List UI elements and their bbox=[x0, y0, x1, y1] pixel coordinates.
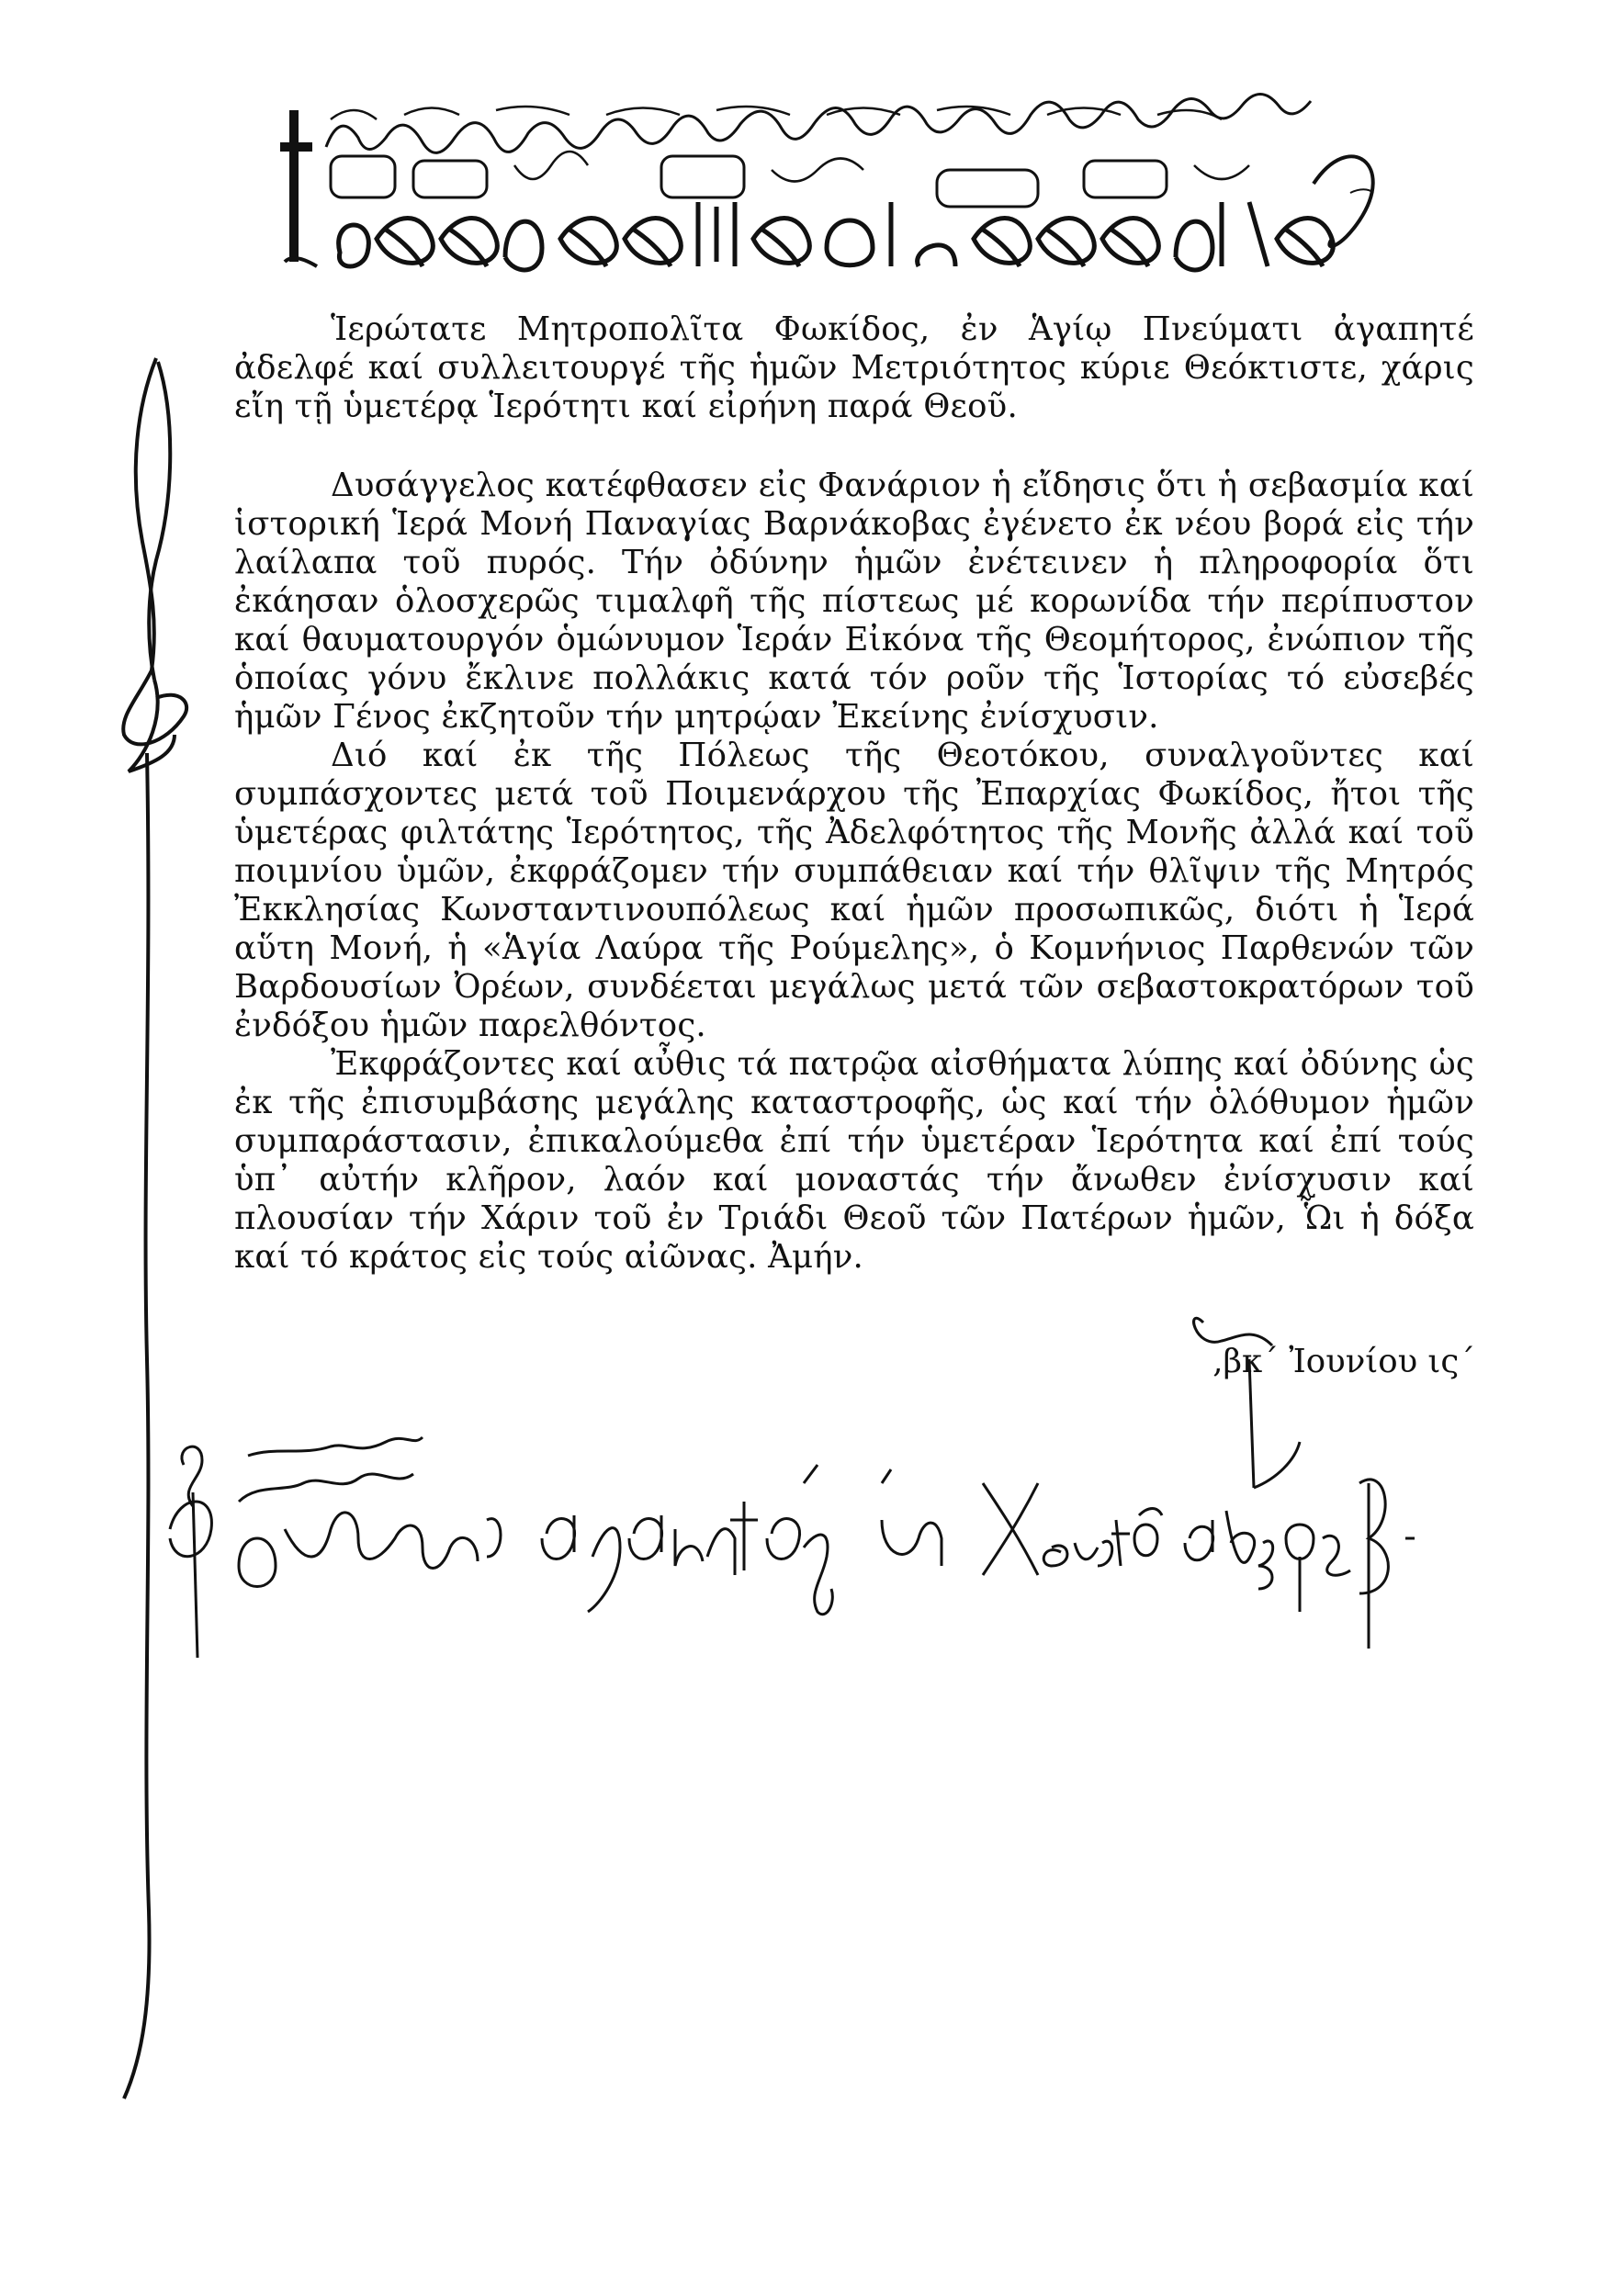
patriarch-signature bbox=[156, 1428, 1442, 1667]
paragraph-3: Ἐκφράζοντες καί αὖθις τά πατρῷα αἰσθήματα λύπης καί ὀδύνης ὡς ἐκ τῆς ἐπισυμβάσης μεγάλης καταστροφῆς, ὡς καί τήν ὁλόθυμον ἡμῶν συμπαράστασιν, ἐπικαλούμεθα ἐπί τήν ὑμετέραν Ἱερότητα καί ἐπί τούς ὑπ᾽ αὐτήν κλῆρον, λαόν καί μοναστάς τήν ἄνωθεν ἐνίσχυσιν καί πλουσίαν τήν Χάριν τοῦ ἐν Τριάδι Θεοῦ τῶν Πατέρων ἡμῶν, Ὧι ἡ δόξα καί τό κράτος εἰς τούς αἰῶνας. Ἀμήν. bbox=[234, 1045, 1474, 1276]
patriarchal-monogram-header bbox=[276, 92, 1378, 276]
salutation: Ἱερώτατε Μητροπολῖτα Φωκίδος, ἐν Ἁγίῳ Πνεύματι ἀγαπητέ ἀδελφέ καί συλλειτουργέ τῆς ἡμῶν Μετριότητος κύριε Θεόκτιστε, χάρις εἴη τῇ ὑμετέρᾳ Ἱερότητι καί εἰρήνη παρά Θεοῦ. bbox=[234, 310, 1474, 425]
seal-cord-decoration bbox=[101, 349, 211, 2112]
paragraph-2: Διό καί ἐκ τῆς Πόλεως τῆς Θεοτόκου, συναλγοῦντες καί συμπάσχοντες μετά τοῦ Ποιμενάρχου τῆς Ἐπαρχίας Φωκίδος, ἤτοι τῆς ὑμετέρας φιλτάτης Ἱερότητος, τῆς Ἀδελφότητος τῆς Μονῆς ἀλλά καί τοῦ ποιμνίου ὑμῶν, ἐκφράζομεν τήν συμπάθειαν καί τήν θλῖψιν τῆς Μητρός Ἐκκλησίας Κωνσταντινουπόλεως καί ἡμῶν προσωπικῶς, διότι ἡ Ἱερά αὕτη Μονή, ἡ «Ἁγία Λαύρα τῆς Ρούμελης», ὁ Κομνήνιος Παρθενών τῶν Βαρδουσίων Ὀρέων, συνδέεται μεγάλως μετά τῶν σεβαστοκρατόρων τοῦ ἐνδόξου ἡμῶν παρελθόντος. bbox=[234, 737, 1474, 1044]
paragraph-1: Δυσάγγελος κατέφθασεν εἰς Φανάριον ἡ εἴδησις ὅτι ἡ σεβασμία καί ἱστορική Ἱερά Μονή Παναγίας Βαρνάκοβας ἐγένετο ἐκ νέου βορά εἰς τήν λαίλαπα τοῦ πυρός. Τήν ὀδύνην ἡμῶν ἐνέτεινεν ἡ πληροφορία ὅτι ἐκάησαν ὁλοσχερῶς τιμαλφῆ τῆς πίστεως μέ κορωνίδα τήν περίπυστον καί θαυματουργόν ὁμώνυμον Ἱεράν Εἰκόνα τῆς Θεομήτορος, ἐνώπιον τῆς ὁποίας γόνυ ἔκλινε πολλάκις κατά τόν ροῦν τῆς Ἱστορίας τό εὐσεβές ἡμῶν Γένος ἐκζητοῦν τήν μητρῴαν Ἐκείνης ἐνίσχυσιν. bbox=[234, 467, 1474, 736]
letter-body bbox=[234, 310, 1474, 1277]
date-line: ,βκ´ Ἰουνίου ις´ bbox=[1212, 1343, 1475, 1380]
